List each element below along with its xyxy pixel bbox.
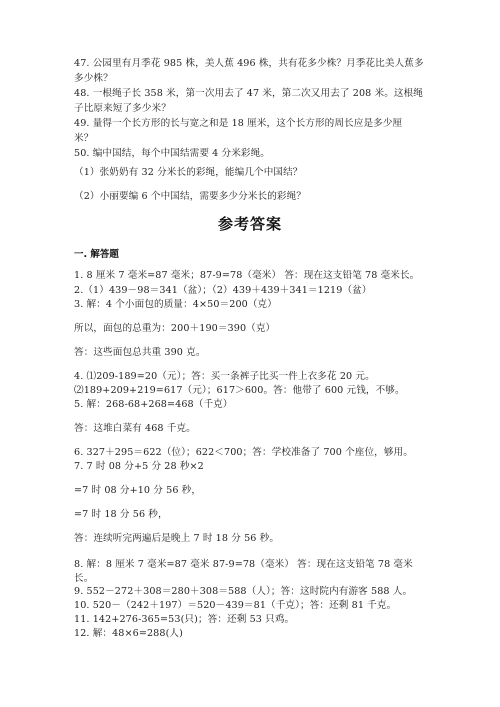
question-50-part-1: （1）张奶奶有 32 分米长的彩绳，能编几个中国结？ [74, 167, 303, 178]
answer-7: 7. 7 时 08 分+5 分 28 秒×2 [74, 461, 204, 472]
answer-1: 1. 8 厘米 7 毫米=87 毫米；87-9=78（毫米） 答：现在这支铅笔 78 毫米长。 [74, 270, 420, 281]
answer-9: 9. 552－272＋308＝280＋308＝588（人）；答：这时院内有游客 588 人。 [74, 586, 413, 597]
question-47-line-2: 多少株？ [74, 73, 113, 84]
answer-5: 5. 解：268-68+268=468（千克） [74, 399, 233, 410]
question-49-line-2: 米？ [74, 133, 94, 144]
answer-3-line-2: 所以，面包的总重为：200＋190＝390（克） [74, 323, 276, 334]
question-50-part-2: （2）小丽要编 6 个中国结，需要多少分米长的彩绳？ [74, 191, 306, 202]
answer-11: 11. 142+276-365=53(只)；答：还剩 53 只鸡。 [74, 614, 295, 625]
answer-3: 3. 解：4 个小面包的质量：4×50＝200（克） [74, 299, 277, 310]
answer-7-line-2: =7 时 08 分+10 分 56 秒， [74, 485, 202, 496]
answer-8: 8. 解：8 厘米 7 毫米=87 毫米 87-9=78（毫米） 答：现在这支铅笔 78 毫米 [74, 559, 413, 570]
question-50: 50. 编中国结，每个中国结需要 4 分米彩绳。 [74, 148, 271, 159]
answer-5-line-2: 答：这堆白菜有 468 千克。 [74, 423, 196, 434]
answer-6: 6. 327＋295＝622（位）；622＜700；答：学校准备了 700 个座位，够用。 [74, 447, 413, 458]
answer-4: 4. ⑴209-189=20（元）；答：买一条裤子比买一件上衣多花 20 元。 [74, 371, 375, 382]
answer-title: 参考答案 [217, 215, 282, 233]
question-48-line-1: 48. 一根绳子长 358 米，第一次用去了 47 米，第二次又用去了 208 米。这根绳 [74, 88, 423, 99]
question-49-line-1: 49. 量得一个长方形的长与宽之和是 18 厘米，这个长方形的周长应是多少厘 [74, 118, 403, 129]
answer-12: 12. 解：48×6=288(人) [74, 628, 183, 639]
answer-3-line-3: 答：这些面包总共重 390 克。 [74, 347, 206, 358]
answer-10: 10. 520－（242＋197）＝520－439＝81（千克）；答：还剩 81 千克。 [74, 600, 397, 611]
answer-2: 2.（1）439－98＝341（盆）；（2）439＋439＋341＝1219（盆） [74, 285, 372, 296]
answer-7-line-3: =7 时 18 分 56 秒， [74, 509, 168, 520]
answer-4-line-2: ⑵189+209+219=617（元）；617＞600。答：他带了 600 元钱，不够。 [74, 385, 405, 396]
answer-7-line-4: 答：连续听完两遍后是晚上 7 时 18 分 56 秒。 [74, 533, 280, 544]
section-heading: 一. 解答题 [74, 249, 119, 260]
question-48-line-2: 子比原来短了多少米？ [74, 103, 171, 114]
answer-8-line-2: 长。 [74, 573, 94, 584]
question-47-line-1: 47. 公园里有月季花 985 株，美人蕉 496 株，共有花多少株？月季花比美人蕉多 [74, 58, 424, 69]
